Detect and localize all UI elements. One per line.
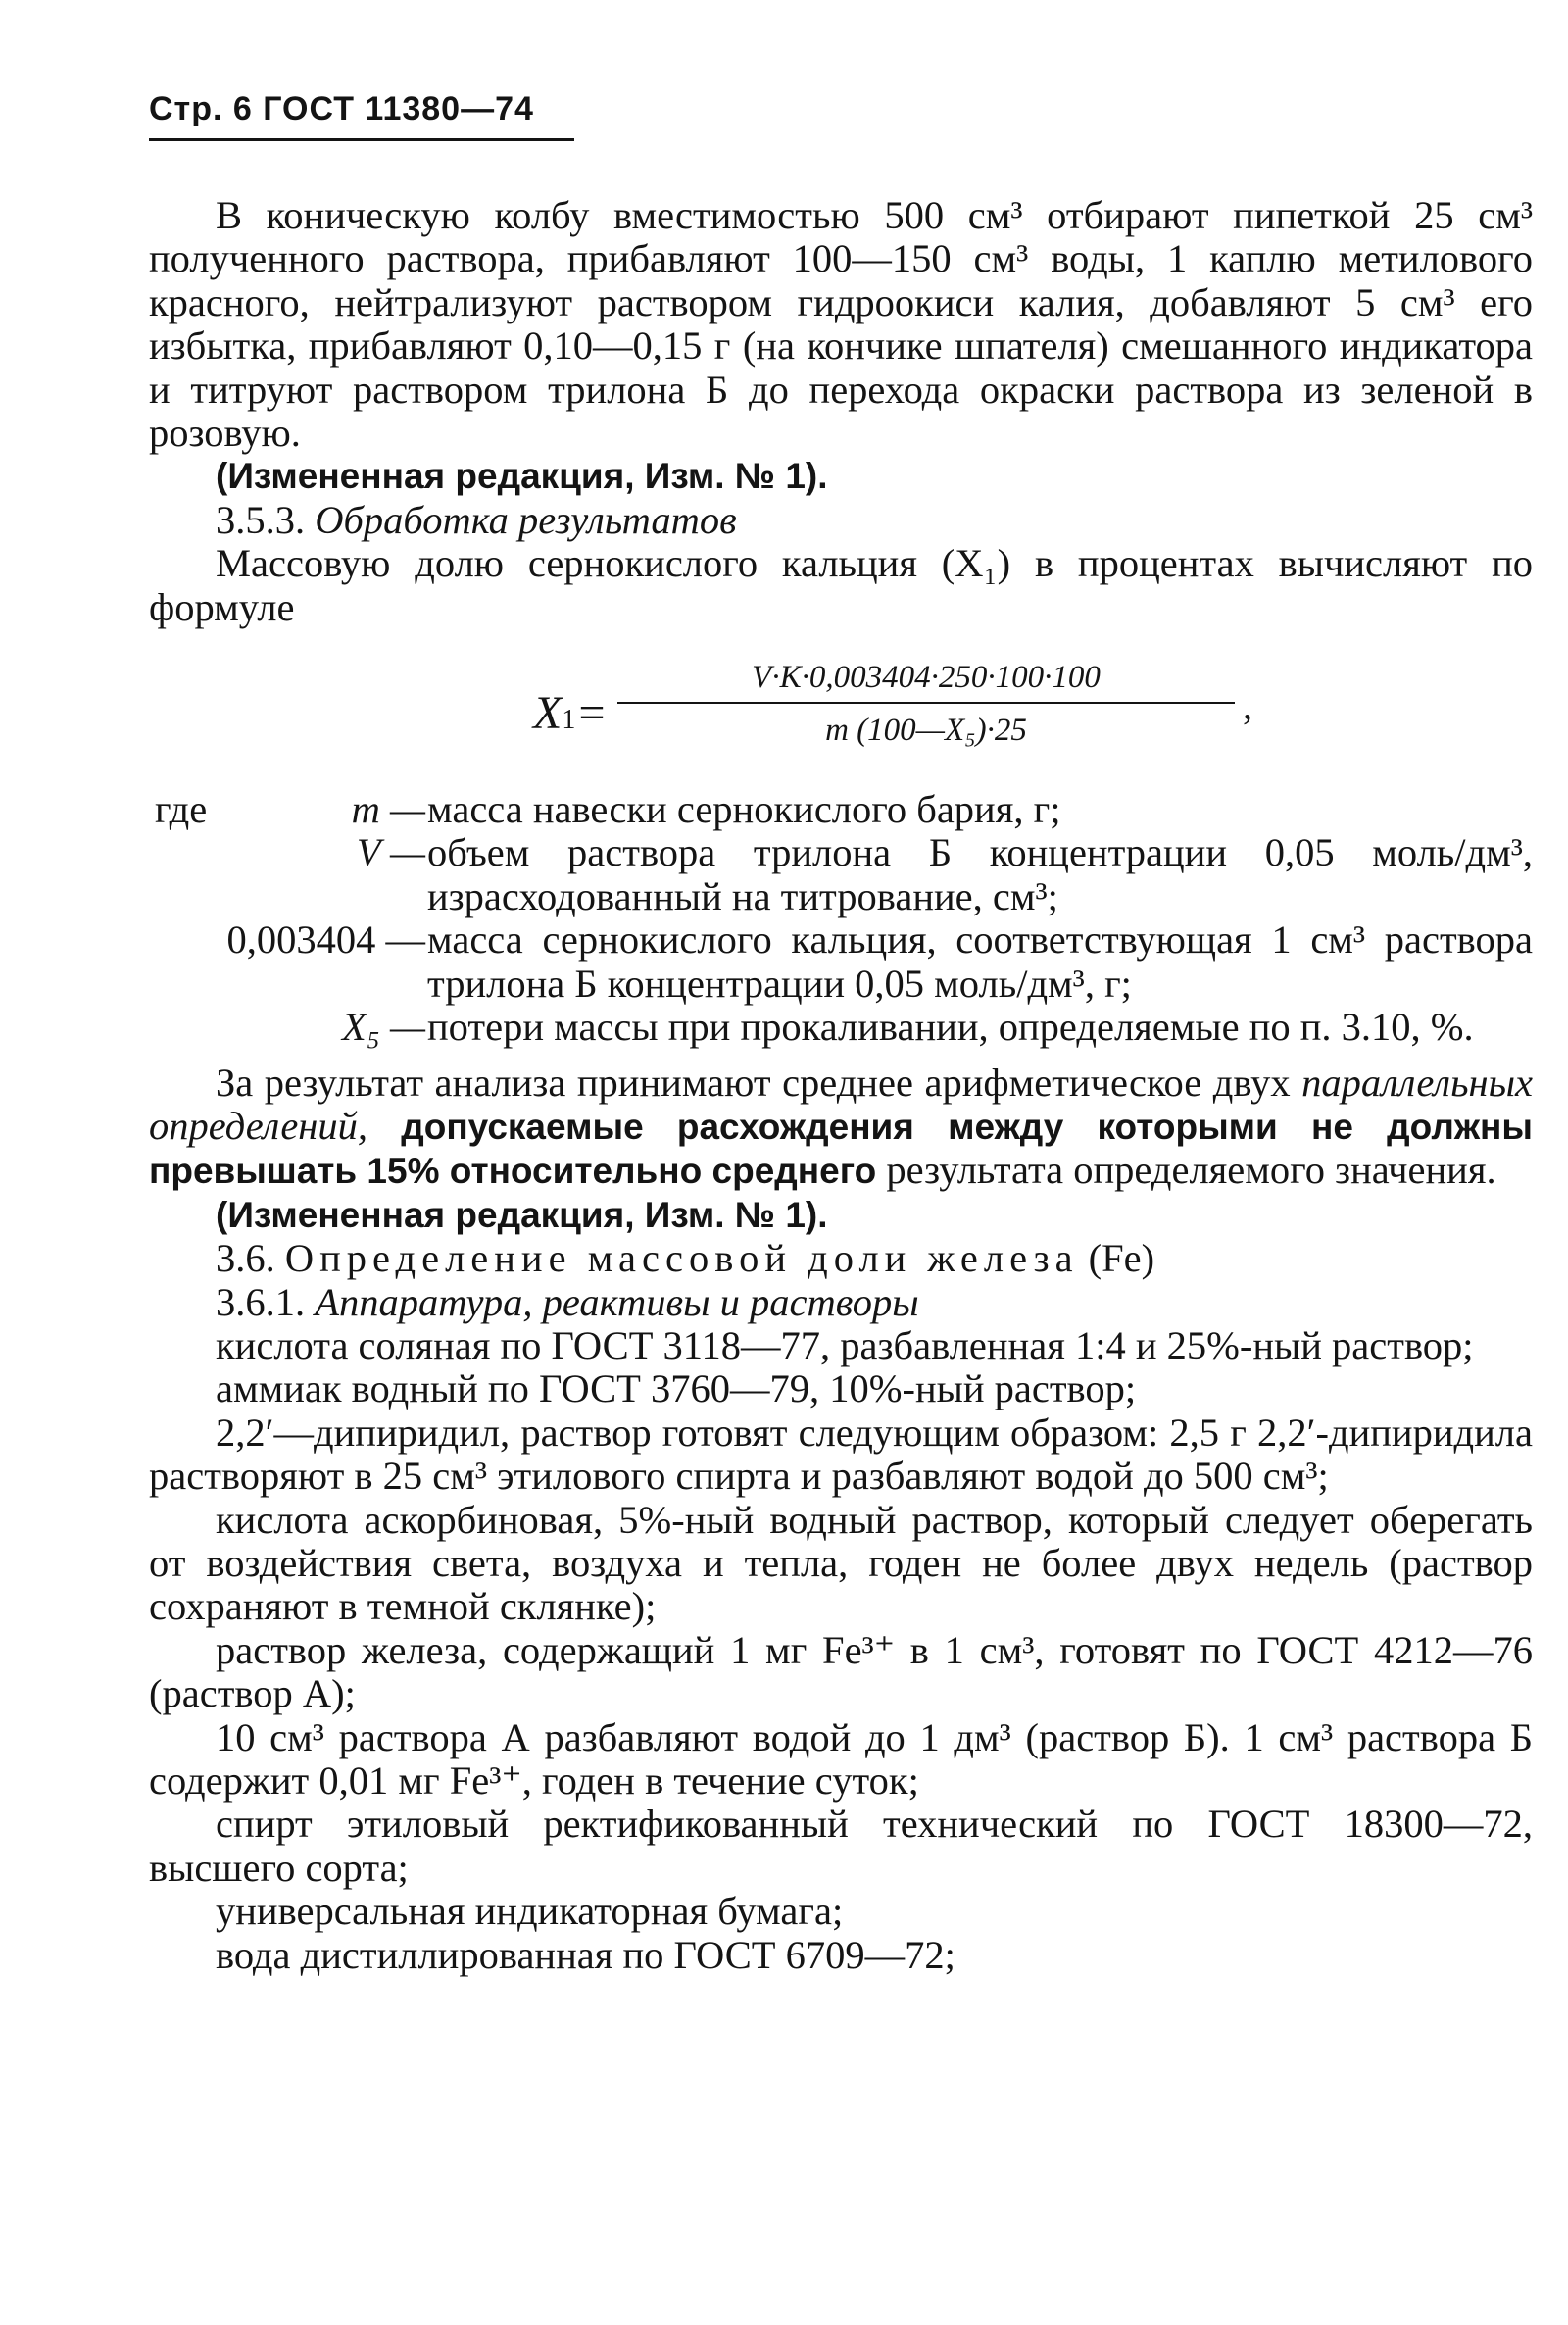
paragraph-formula-intro: Массовую долю сернокислого кальция (X₁) в процентах вычисляют по формуле [149,541,1533,629]
paragraph-titration: В коническую колбу вместимостью 500 см³ отбирают пипеткой 25 см³ полученного раствора, прибавляют 100—150 см³ воды, 1 каплю метилового красного, нейтрализуют раствором гидроокиси калия, добавляют 5 см³ его избытка, прибавляют 0,10—0,15 г (на кончике шпателя) смешанного индикатора и титруют раствором трилона Б до перехода окраски раствора из зеленой в розовую. [149,193,1533,456]
legend-row [149,788,1533,831]
formula-denominator: m (100—X₅)·25 [825,713,1027,749]
legend-symbol: X₅ — [342,1005,425,1050]
legend-text: объем раствора трилона Б концентрации 0,05 моль/дм³, израсходованный на титрование, см³; [427,830,1533,918]
formula-equals: = [575,687,608,740]
legend-row [149,918,1533,1006]
section-title: Обработка результатов [315,497,737,542]
section-title: Аппаратура, реактивы и растворы [315,1279,919,1324]
reagent-item: 10 см³ раствора А разбавляют водой до 1 дм³ (раствор Б). 1 см³ раствора Б содержит 0,01 мг Fe³⁺, годен в течение суток; [149,1714,1533,1803]
legend-text: масса сернокислого кальция, соответствующая 1 см³ раствора трилона Б концентрации 0,05 моль/дм³, г; [427,917,1533,1006]
reagent-item: спирт этиловый ректификованный технический по ГОСТ 18300—72, высшего сорта; [149,1802,1533,1890]
legend-text: масса навески сернокислого бария, г; [427,787,1061,832]
section-title: Определение массовой доли железа [284,1236,1079,1281]
section-3-5-3-heading [149,499,1533,542]
section-number: 3.6. [216,1236,275,1281]
document-body [149,194,1533,1977]
reagent-item: универсальная индикаторная бумага; [216,1889,844,1934]
amendment-note: (Измененная редакция, Изм. № 1). [216,1194,828,1235]
formula-fraction [617,657,1235,751]
section-number: 3.6.1. [216,1279,306,1324]
section-3-6-1-heading [149,1281,1533,1324]
page-header: Стр. 6 ГОСТ 11380—74 [149,90,574,141]
legend-row [149,831,1533,918]
legend-text: потери массы при прокаливании, определяемые по п. 3.10, %. [427,1005,1474,1050]
reagent-item: раствор железа, содержащий 1 мг Fe³⁺ в 1 см³, готовят по ГОСТ 4212—76 (раствор А); [149,1627,1533,1716]
reagent-item: аммиак водный по ГОСТ 3760—79, 10%-ный раствор; [216,1366,1137,1411]
formula-numerator: V·K·0,003404·250·100·100 [617,657,1235,704]
reagent-item: 2,2′—дипиридил, раствор готовят следующим образом: 2,5 г 2,2′-дипиридила растворяют в 25 см³ этилового спирта и разбавляют водой до 500 см³; [149,1410,1533,1499]
legend-row [149,1006,1533,1049]
reagent-item: кислота аскорбиновая, 5%-ный водный раствор, который следует оберегать от воздействия света, воздуха и тепла, годен не более двух недель (раствор сохраняют в темной склянке); [149,1497,1533,1629]
paragraph-result: За результат анализа принимают среднее арифметическое двух параллельных определений, допускаемые расхождения между которыми не должны превышать 15% относительно среднего результата определяемого значения. [149,1060,1533,1193]
section-3-6-heading [149,1237,1533,1280]
legend-symbol: V — [356,830,425,875]
section-number: 3.5.3. [216,497,306,542]
formula-lhs: X1= [533,687,608,740]
legend-where-label: где [155,787,208,832]
reagent-item: кислота соляная по ГОСТ 3118—77, разбавленная 1:4 и 25%-ный раствор; [216,1322,1474,1367]
formula-lhs-subscript: 1 [562,705,576,736]
formula-legend [149,788,1533,1049]
reagent-item: вода дистиллированная по ГОСТ 6709—72; [216,1932,956,1977]
formula [149,657,1533,772]
section-title-tail: (Fe) [1088,1236,1155,1281]
formula-comma: , [1243,683,1252,728]
amendment-note: (Измененная редакция, Изм. № 1). [216,456,828,497]
legend-symbol: 0,003404 — [226,917,425,963]
legend-symbol: m — [351,787,425,832]
